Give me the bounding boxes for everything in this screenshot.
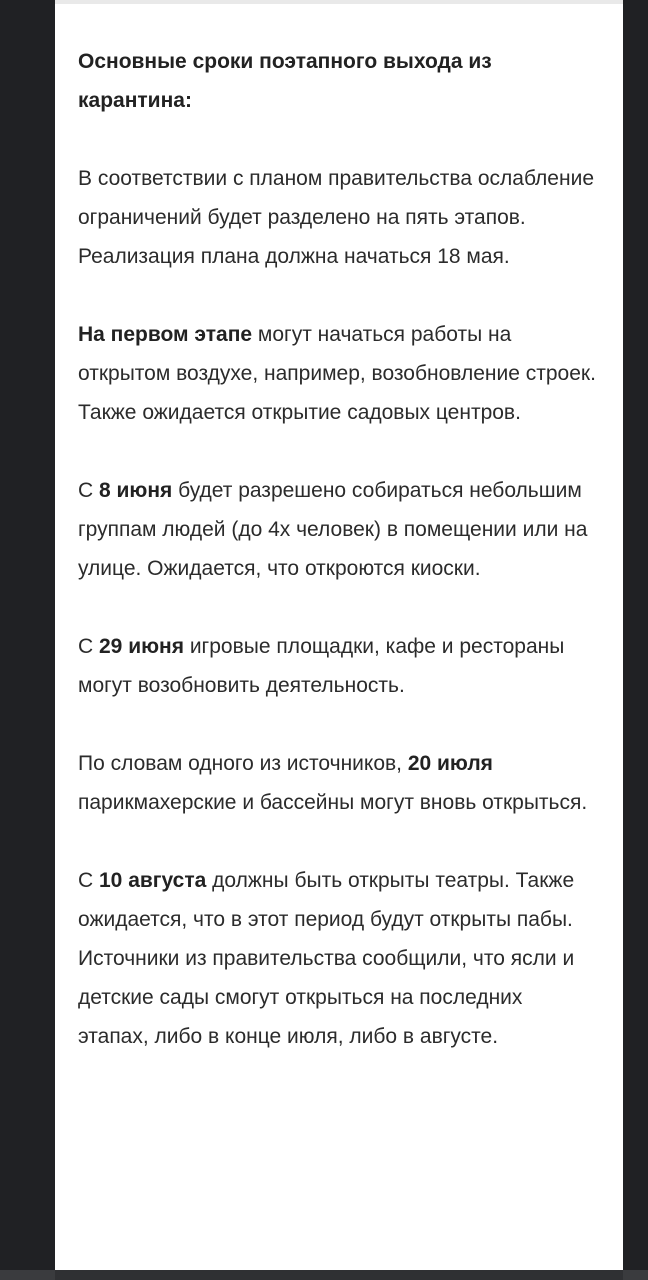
article-heading [78, 42, 598, 120]
stage4-paragraph [78, 744, 598, 822]
article-card [55, 0, 623, 1270]
stage4-text: парикмахерские и бассейны могут вновь открыться. [78, 791, 588, 814]
intro-paragraph: В соответствии с планом правительства ослабление ограничений будет разделено на пять этапов. Реализация плана должна начаться 18 мая. [78, 167, 594, 268]
bottom-edge [0, 1270, 648, 1280]
stage2-text: будет разрешено собираться небольшим группам людей (до 4х человек) в помещении или на улице. Ожидается, что откроются киоски. [78, 479, 588, 580]
stage3-prefix: С [78, 635, 99, 658]
stage4-date: 20 июля [407, 752, 493, 775]
bottom-edge-center [55, 1270, 623, 1280]
stage1-bold: На первом этапе [78, 323, 253, 346]
stage1-paragraph [78, 315, 598, 432]
stage3-date: 29 июня [99, 635, 184, 658]
heading-text: Основные сроки поэтапного выхода из карантина: [78, 50, 492, 112]
stage5-text: должны быть открыты театры. Также ожидается, что в этот период будут открыты пабы. Источники из правительства сообщили, что ясли и детские сады смогут открыться на последних этапах, либо в конце июля, либо в августе. [78, 869, 575, 1048]
stage5-paragraph [78, 861, 598, 1056]
stage2-paragraph [78, 471, 598, 588]
stage5-date: 10 августа [99, 869, 207, 892]
stage3-text: игровые площадки, кафе и рестораны могут возобновить деятельность. [78, 635, 565, 697]
stage5-prefix: С [78, 869, 99, 892]
article-body [78, 42, 598, 1095]
stage2-date: 8 июня [99, 479, 173, 502]
stage4-prefix: По словам одного из источников, [78, 752, 408, 775]
stage1-text: могут начаться работы на открытом воздухе, например, возобновление строек. Также ожидается открытие садовых центров. [78, 323, 596, 424]
stage2-prefix: С [78, 479, 99, 502]
stage3-paragraph [78, 627, 598, 705]
